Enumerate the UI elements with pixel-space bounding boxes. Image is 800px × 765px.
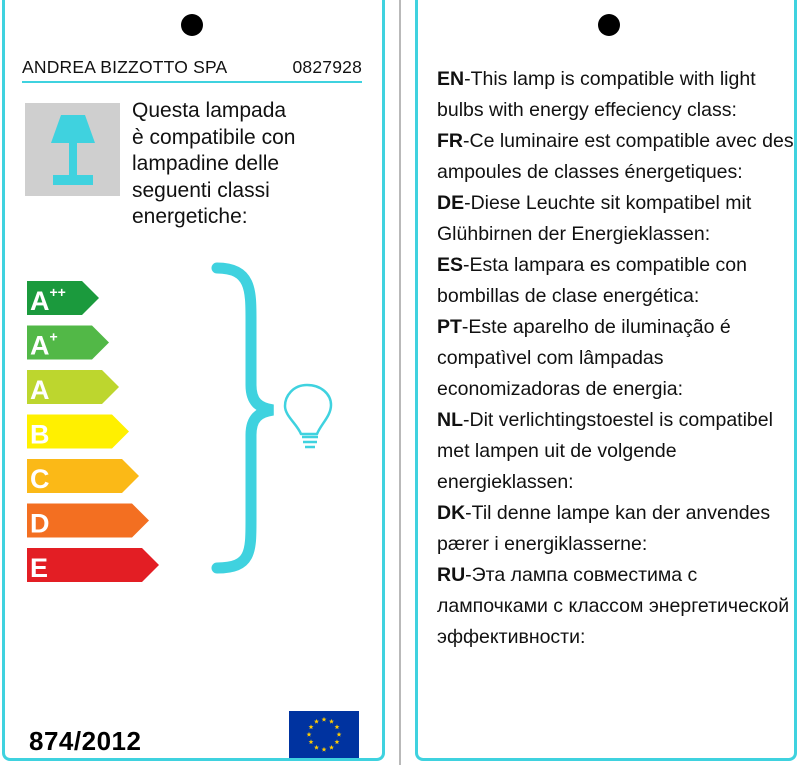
language-text: -This lamp is compatible with light bulbs with energy effeciency class: (437, 68, 756, 121)
energy-class-arrow (27, 281, 99, 316)
eu-star (314, 745, 319, 750)
language-text: -Эта лампа совместима с лампочками с классом энергетической эффективности: (437, 564, 790, 648)
energy-scale (5, 0, 388, 761)
language-entry (437, 250, 797, 312)
language-entry (437, 560, 797, 653)
language-text: -Diese Leuchte sit kompatibel mit Glühbirnen der Energieklassen: (437, 192, 752, 245)
eu-flag-icon (289, 711, 359, 758)
eu-star (329, 719, 334, 724)
language-entry (437, 405, 797, 498)
language-entry (437, 498, 797, 560)
eu-star (309, 724, 314, 729)
eu-star (309, 739, 314, 744)
eu-star (329, 745, 334, 750)
language-list (437, 64, 797, 653)
label-divider (399, 0, 401, 765)
language-code: DE (437, 192, 465, 214)
energy-class-arrow (27, 548, 159, 583)
language-entry (437, 64, 797, 126)
language-text: -Ce luminaire est compatible avec des ampoules de classes énergetiques: (437, 130, 794, 183)
language-code: NL (437, 409, 463, 431)
energy-class-arrow (27, 326, 109, 361)
italian-label-card (2, 0, 385, 761)
eu-star (314, 719, 319, 724)
language-code: ES (437, 254, 464, 276)
energy-class-label: E (30, 553, 49, 583)
energy-class-arrow (27, 370, 119, 405)
language-code: FR (437, 130, 463, 152)
product-code: 0827928 (292, 57, 362, 77)
eu-star (322, 717, 327, 722)
energy-class-label: C (30, 464, 50, 494)
energy-class-label: A++ (30, 284, 66, 316)
language-code: RU (437, 564, 466, 586)
company-name: ANDREA BIZZOTTO SPA (22, 57, 228, 77)
energy-class-label: B (30, 419, 50, 450)
eu-star (337, 732, 342, 737)
eu-star (322, 747, 327, 752)
eu-star (307, 732, 312, 737)
language-text: -Este aparelho de iluminação é compatìvel com lâmpadas economizadoras de energia: (437, 316, 731, 400)
language-entry (437, 126, 797, 188)
language-code: PT (437, 316, 462, 338)
energy-class-arrow (27, 504, 149, 539)
eu-star (335, 739, 340, 744)
energy-class-label: A (30, 375, 50, 405)
energy-class-label: A+ (30, 328, 58, 361)
light-bulb-icon (285, 385, 331, 447)
energy-class-label: D (30, 508, 50, 539)
language-entry (437, 312, 797, 405)
multilingual-label-card (415, 0, 797, 761)
language-text: -Dit verlichtingstoestel is compatibel met lampen uit de volgende energieklassen: (437, 409, 773, 493)
language-text: -Til denne lampe kan der anvendes pærer i energiklasserne: (437, 502, 771, 555)
curly-brace (217, 268, 273, 568)
italian-text: Questa lampada è compatibile con lampadine delle seguenti classi energetiche: (132, 99, 296, 228)
language-text: -Esta lampara es compatible con bombillas de clase energética: (437, 254, 747, 307)
energy-class-arrow (27, 415, 129, 450)
hang-hole (598, 14, 620, 36)
language-entry (437, 188, 797, 250)
eu-star (335, 724, 340, 729)
language-code: DK (437, 502, 466, 524)
language-code: EN (437, 68, 465, 90)
energy-class-arrow (27, 459, 139, 494)
regulation-number: 874/2012 (29, 726, 142, 756)
